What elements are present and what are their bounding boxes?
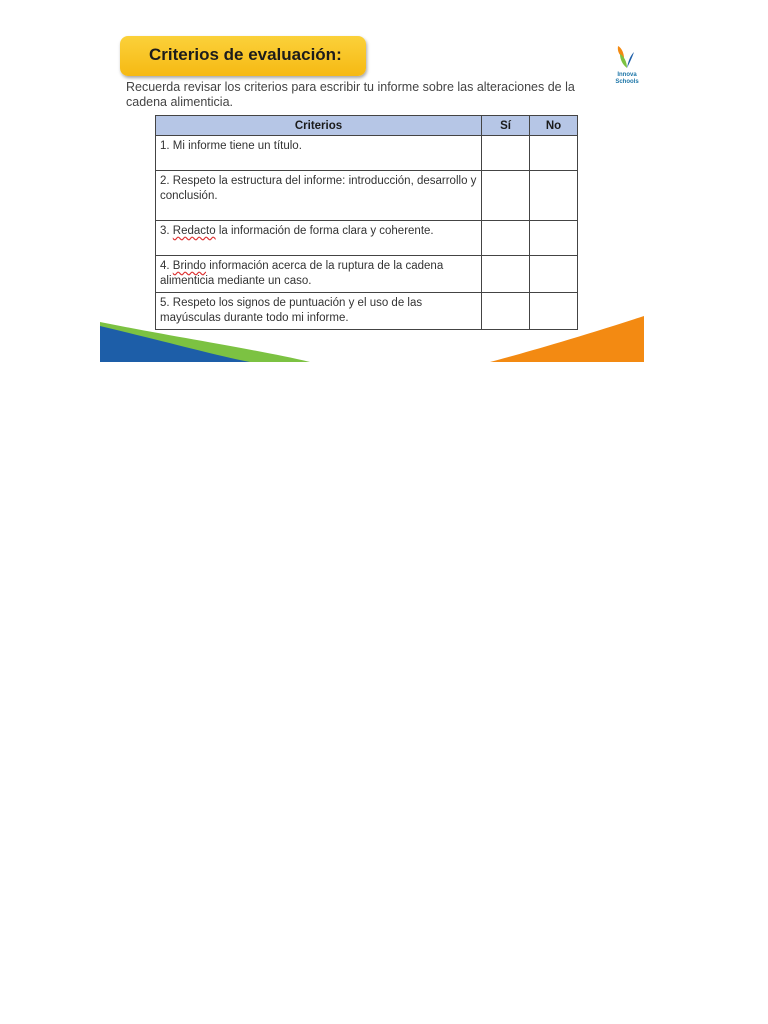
column-header-criterios: Criterios: [156, 116, 482, 136]
criterion-cell: 2. Respeto la estructura del informe: introducción, desarrollo y conclusión.: [156, 171, 482, 221]
si-checkbox-cell[interactable]: [482, 221, 530, 256]
table-header-row: [156, 116, 578, 136]
spellcheck-word: Brindo: [172, 260, 207, 272]
logo-text-line2: Schools: [615, 79, 639, 85]
criterion-cell: 4. Brindo información acerca de la ruptura de la cadena alimenticia mediante un caso.: [156, 256, 482, 293]
no-checkbox-cell[interactable]: [530, 221, 578, 256]
logo-text-line1: Innova: [617, 72, 637, 78]
intro-text: Recuerda revisar los criterios para escribir tu informe sobre las alteraciones de la cadena alimenticia.: [126, 80, 575, 109]
title-banner: [120, 36, 366, 76]
no-checkbox-cell[interactable]: [530, 171, 578, 221]
table-row: [156, 171, 578, 221]
si-checkbox-cell[interactable]: [482, 171, 530, 221]
no-checkbox-cell[interactable]: [530, 136, 578, 171]
column-header-si: Sí: [482, 116, 530, 136]
orange-wave: [490, 316, 644, 362]
decorative-waves: [100, 310, 644, 362]
innova-schools-logo: [610, 44, 644, 90]
criteria-table: [155, 115, 578, 330]
logo-mark-icon: [610, 44, 644, 72]
logo-text: [610, 72, 644, 86]
no-checkbox-cell[interactable]: [530, 256, 578, 293]
si-checkbox-cell[interactable]: [482, 256, 530, 293]
criterion-cell: 1. Mi informe tiene un título.: [156, 136, 482, 171]
table-row: [156, 136, 578, 171]
table-row: [156, 221, 578, 256]
criterion-cell: 5. Respeto los signos de puntuación y el uso de las mayúsculas durante todo mi informe.: [156, 293, 482, 330]
table-row: [156, 256, 578, 293]
page-title: Criterios de evaluación:: [149, 45, 342, 64]
slide: [100, 30, 644, 362]
column-header-no: No: [530, 116, 578, 136]
si-checkbox-cell[interactable]: [482, 136, 530, 171]
spellcheck-word: Redacto: [172, 225, 216, 237]
criterion-cell: 3. Redacto la información de forma clara y coherente.: [156, 221, 482, 256]
